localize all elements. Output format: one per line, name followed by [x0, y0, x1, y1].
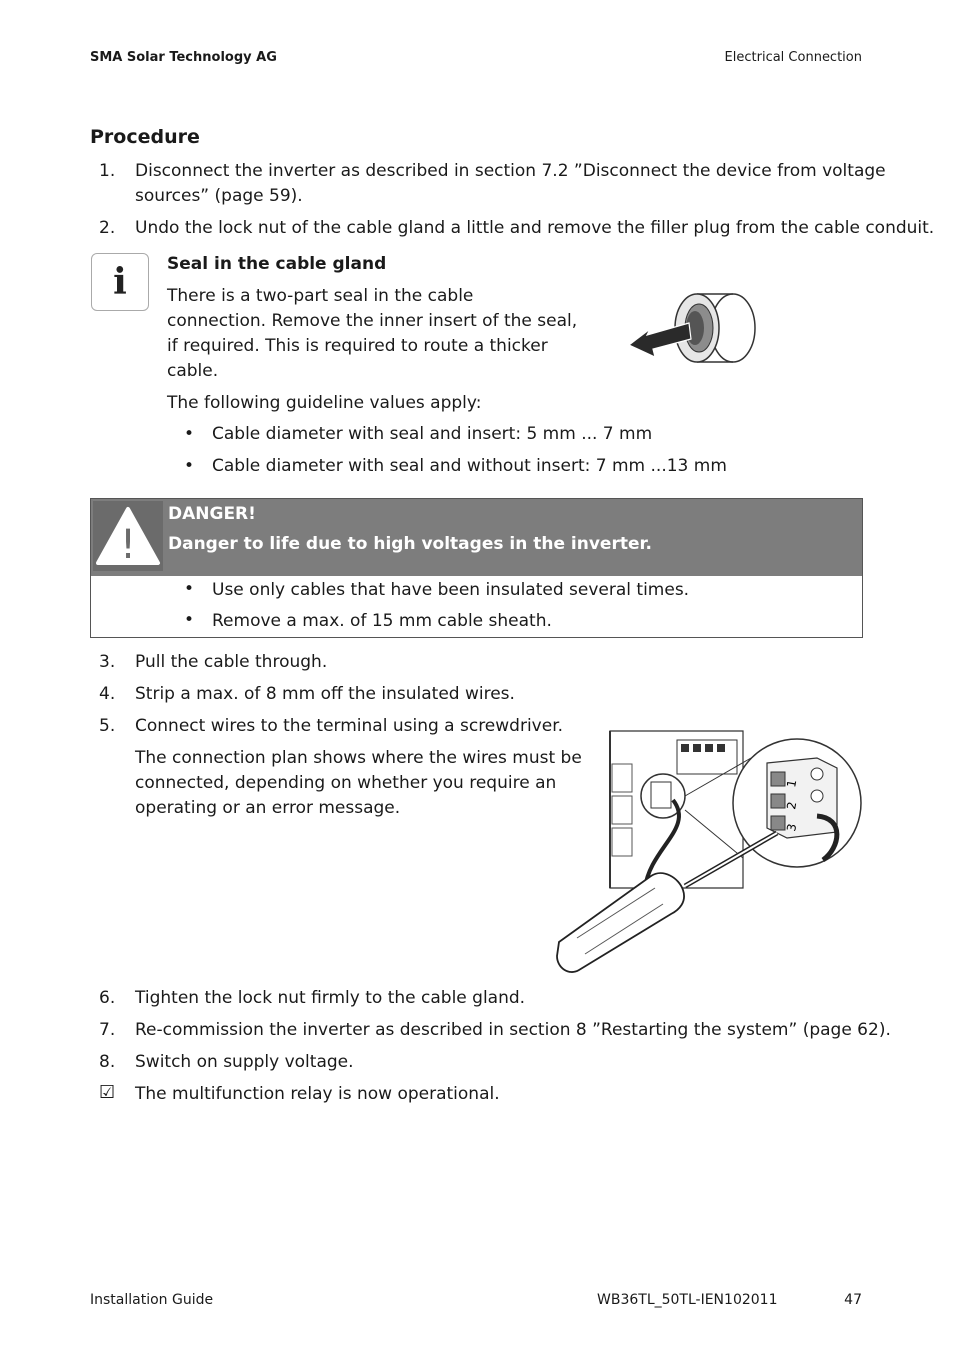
- step-number: 7.: [99, 1020, 116, 1040]
- header-section: Electrical Connection: [724, 50, 862, 65]
- danger-box: [90, 498, 863, 638]
- step-number: 2.: [99, 218, 116, 238]
- step-text: Switch on supply voltage.: [135, 1052, 354, 1072]
- header-company: SMA Solar Technology AG: [90, 50, 277, 65]
- checkbox-icon: ☑: [99, 1082, 116, 1103]
- step-number: 4.: [99, 684, 116, 704]
- warning-icon: [93, 501, 163, 571]
- step-text: Disconnect the inverter as described in section 7.2 ”Disconnect the device from voltage: [135, 161, 886, 181]
- danger-bullet: Remove a max. of 15 mm cable sheath.: [212, 611, 552, 631]
- terminal-label: 3: [784, 822, 800, 833]
- step-text: Re-commission the inverter as described in section 8 ”Restarting the system” (page 62).: [135, 1020, 891, 1040]
- info-icon: i: [91, 253, 149, 311]
- terminal-label: 2: [784, 800, 800, 811]
- step-text: Connect wires to the terminal using a screwdriver.: [135, 716, 564, 736]
- danger-subtitle: Danger to life due to high voltages in the inverter.: [168, 534, 652, 554]
- step-text: Undo the lock nut of the cable gland a little and remove the filler plug from the cable conduit.: [135, 218, 935, 238]
- guideline-intro: The following guideline values apply:: [167, 393, 482, 413]
- danger-bullet: Use only cables that have been insulated several times.: [212, 580, 690, 600]
- note-body-line: cable.: [167, 361, 219, 381]
- guideline-bullet: Cable diameter with seal and without insert: 7 mm ...13 mm: [212, 456, 727, 476]
- step-number: 5.: [99, 716, 116, 736]
- connection-plan-line: The connection plan shows where the wires must be: [135, 748, 582, 768]
- bullet-dot: •: [184, 610, 195, 630]
- step-text: sources” (page 59).: [135, 186, 303, 206]
- step-text: Strip a max. of 8 mm off the insulated wires.: [135, 684, 515, 704]
- note-body-line: connection. Remove the inner insert of the seal,: [167, 311, 578, 331]
- step-number: 3.: [99, 652, 116, 672]
- footer-doc-code: WB36TL_50TL-IEN102011: [597, 1292, 778, 1308]
- note-title: Seal in the cable gland: [167, 254, 387, 274]
- terminal-screwdriver-illustration: [555, 728, 865, 973]
- svg-text:!: !: [119, 522, 137, 568]
- bullet-dot: •: [184, 579, 195, 599]
- step-text: Pull the cable through.: [135, 652, 328, 672]
- result-text: The multifunction relay is now operational.: [135, 1084, 500, 1104]
- bullet-dot: •: [184, 456, 195, 476]
- terminal-label: 1: [784, 778, 800, 789]
- procedure-title: Procedure: [90, 126, 200, 148]
- guideline-bullet: Cable diameter with seal and insert: 5 mm ... 7 mm: [212, 424, 653, 444]
- step-number: 6.: [99, 988, 116, 1008]
- note-body-line: There is a two-part seal in the cable: [167, 286, 474, 306]
- page-number: 47: [844, 1292, 862, 1308]
- footer-doc-type: Installation Guide: [90, 1292, 214, 1308]
- note-body-line: if required. This is required to route a thicker: [167, 336, 548, 356]
- step-number: 8.: [99, 1052, 116, 1072]
- cable-seal-illustration: [625, 285, 760, 375]
- connection-plan-line: connected, depending on whether you require an: [135, 773, 557, 793]
- step-number: 1.: [99, 161, 116, 181]
- danger-title: DANGER!: [168, 504, 256, 524]
- bullet-dot: •: [184, 424, 195, 444]
- step-text: Tighten the lock nut firmly to the cable gland.: [135, 988, 526, 1008]
- connection-plan-line: operating or an error message.: [135, 798, 401, 818]
